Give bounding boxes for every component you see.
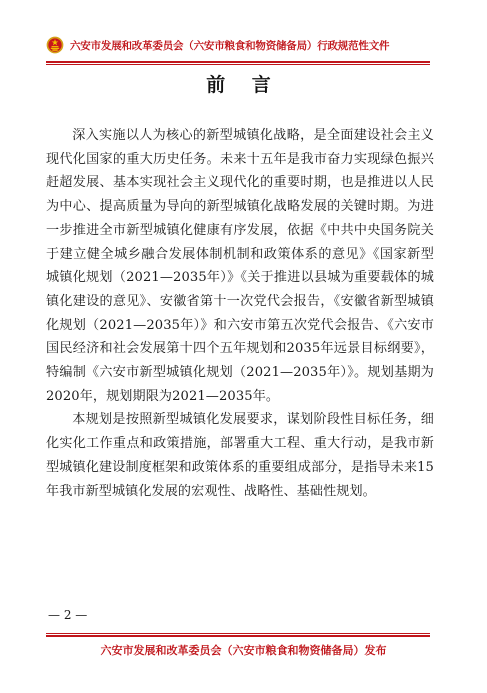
footer-divider: [46, 635, 430, 637]
footer-publisher: 六安市发展和改革委员会（六安市粮食和物资储备局）发布: [100, 644, 387, 657]
paragraph: 本规划是按照新型城镇化发展要求，谋划阶段性目标任务，细化实化工作重点和政策措施，部署重大工程、重大行动，是我市新型城镇化建设制度框架和政策体系的重要组成部分，是指导未来15年我市新型城镇化发展的宏观性、战略性、基础性规划。: [46, 412, 434, 499]
document-title: 前 言: [206, 74, 281, 96]
page-number: — 2 —: [48, 608, 88, 622]
document-body: [46, 124, 434, 503]
document-header: [46, 33, 446, 57]
national-emblem-icon: [46, 36, 64, 54]
header-title: 六安市发展和改革委员会（六安市粮食和物资储备局）行政规范性文件: [70, 39, 390, 52]
footer-divider-thin: [46, 633, 430, 634]
header-divider-thin: [46, 64, 430, 65]
header-divider: [46, 61, 430, 63]
paragraph: 深入实施以人为核心的新型城镇化战略，是全面建设社会主义现代化国家的重大历史任务。未来十五年是我市奋力实现绿色振兴赶超发展、基本实现社会主义现代化的重要时期，也是推进以人民为中心、提高质量为导向的新型城镇化战略发展的关键时期。为进一步推进全市新型城镇化健康有序发展，依据《中共中央国务院关于建立健全城乡融合发展体制机制和政策体系的意见》《国家新型城镇化规划（2021—2035年）》《关于推进以县城为重要载体的城镇化建设的意见》、安徽省第十一次党代会报告，《安徽省新型城镇化规划（2021—2035年）》和六安市第五次党代会报告、《六安市国民经济和社会发展第十四个五年规划和2035年远景目标纲要》，特编制《六安市新型城镇化规划（2021—2035年）》。规划基期为2020年，规划期限为2021—2035年。: [46, 128, 434, 404]
